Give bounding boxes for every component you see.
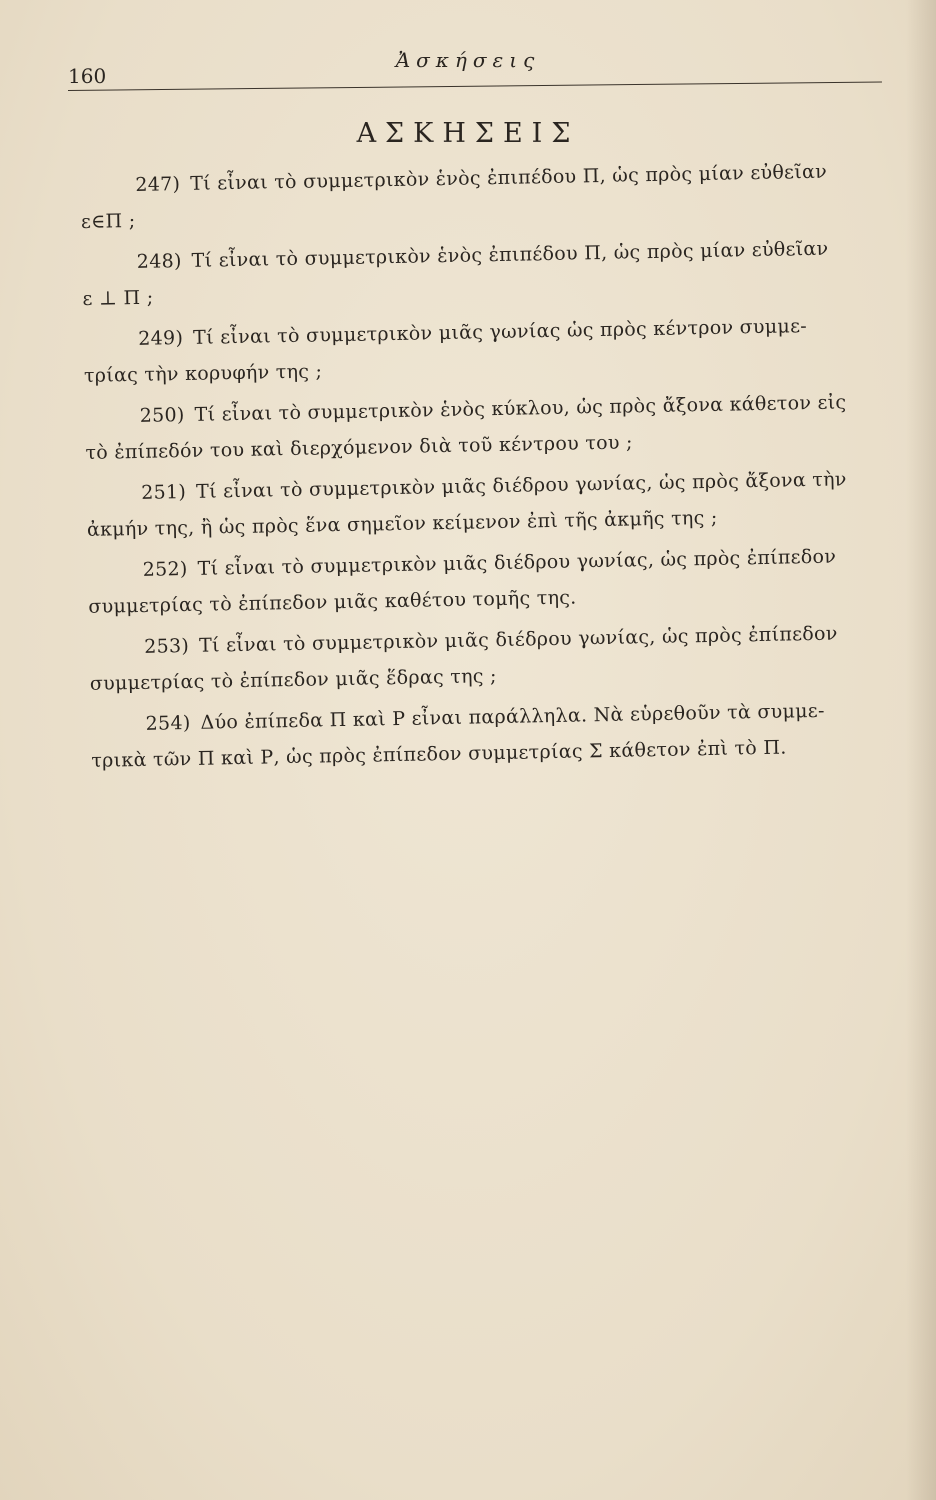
exercise-continuation: ε ⊥ Π ; [82, 286, 154, 310]
exercise-number: 252) [142, 558, 188, 581]
exercise-continuation: ἀκμήν της, ἢ ὡς πρὸς ἕνα σημεῖον κείμενον ἐπὶ τῆς ἀκμῆς της ; [86, 506, 718, 541]
page-number: 160 [68, 64, 107, 88]
exercise-continuation: τὸ ἐπίπεδόν του καὶ διερχόμενον διὰ τοῦ κέντρου του ; [85, 431, 633, 464]
exercise-text: Τί εἶναι τὸ συμμετρικὸν μιᾶς διέδρου γωνίας, ὡς πρὸς ἄξονα τὴν [195, 468, 847, 503]
exercise-continuation: τρίας τὴν κορυφήν της ; [83, 360, 323, 387]
section-title: ΑΣΚΗΣΕΙΣ [356, 118, 580, 149]
exercise-number: 247) [135, 173, 181, 196]
exercise-number: 254) [145, 711, 191, 735]
exercise-248 [81, 229, 902, 317]
exercise-number: 248) [136, 250, 182, 273]
exercise-list [80, 152, 912, 784]
exercise-continuation: τρικὰ τῶν Π καὶ Ρ, ὡς πρὸς ἐπίπεδον συμμετρίας Σ κάθετον ἐπὶ τὸ Π. [91, 736, 787, 772]
exercise-number: 253) [143, 634, 190, 658]
exercise-text: Τί εἶναι τὸ συμμετρικὸν ἑνὸς ἐπιπέδου Π, ὡς πρὸς μίαν εὐθεῖαν [190, 160, 828, 195]
exercise-249 [83, 306, 904, 394]
header-rule [68, 81, 882, 91]
exercise-text: Τί εἶναι τὸ συμμετρικὸν μιᾶς γωνίας ὡς πρὸς κέντρον συμμε- [192, 315, 808, 349]
exercise-text: Τί εἶναι τὸ συμμετρικὸν μιᾶς διέδρου γωνίας, ὡς πρὸς ἐπίπεδον [197, 545, 837, 580]
exercise-text: Δύο ἐπίπεδα Π καὶ Ρ εἶναι παράλληλα. Νὰ εὑρεθοῦν τὰ συμμε- [200, 699, 825, 734]
exercise-253 [89, 614, 910, 702]
exercise-continuation: συμμετρίας τὸ ἐπίπεδον μιᾶς ἕδρας της ; [89, 665, 497, 695]
exercise-number: 249) [138, 327, 184, 350]
exercise-text: Τί εἶναι τὸ συμμετρικὸν μιᾶς διέδρου γωνίας, ὡς πρὸς ἐπίπεδον [198, 622, 838, 657]
exercise-text: Τί εἶναι τὸ συμμετρικὸν ἑνὸς κύκλου, ὡς πρὸς ἄξονα κάθετον εἰς [194, 391, 847, 426]
page-header [0, 0, 936, 110]
exercise-continuation: συμμετρίας τὸ ἐπίπεδον μιᾶς καθέτου τομῆς της. [88, 586, 577, 618]
exercise-251 [86, 460, 907, 548]
exercise-250 [84, 383, 905, 471]
exercise-number: 250) [139, 404, 185, 427]
exercise-text: Τί εἶναι τὸ συμμετρικὸν ἑνὸς ἐπιπέδου Π, ὡς πρὸς μίαν εὐθεῖαν [191, 237, 829, 272]
exercise-247 [80, 152, 901, 240]
exercise-continuation: ε∈Π ; [80, 209, 136, 233]
exercise-number: 251) [141, 481, 187, 504]
exercise-252 [87, 537, 908, 625]
exercise-254 [90, 691, 911, 779]
running-title: Ἀσκήσεις [395, 48, 541, 72]
